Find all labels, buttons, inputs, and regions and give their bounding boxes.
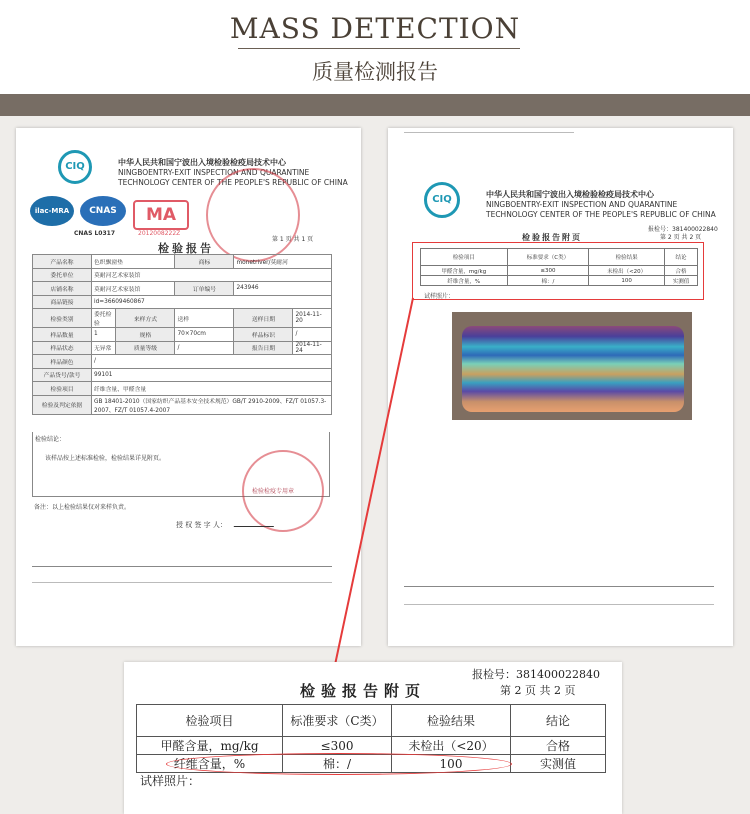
cell: 2014-11-20: [293, 309, 332, 328]
ilac-mra-logo: ilac-MRA: [30, 196, 74, 226]
table-row: [137, 737, 606, 755]
cell: id=36609460867: [92, 295, 332, 309]
table-row: [33, 255, 332, 269]
header-cell: 检验项目: [137, 705, 283, 737]
org-name-cn-2: 中华人民共和国宁波出入境检验检疫局技术中心: [486, 190, 654, 199]
header-title-cn: 质量检测报告: [312, 60, 438, 84]
cell: 70×70cm: [175, 328, 234, 342]
cnas-code: CNAS L0317: [74, 230, 116, 237]
header-cell: 标准要求（C类）: [507, 249, 589, 266]
cell: 实测值: [511, 755, 606, 773]
fiber-highlight-ellipse: [166, 753, 512, 775]
remarks-text: 该样品按上述标准检验，检验结果详见附页。: [45, 455, 166, 462]
cell: 99101: [92, 368, 332, 382]
striped-mat-image: [462, 326, 684, 412]
cell: 棉：/: [283, 755, 392, 773]
table-row: [33, 355, 332, 369]
report-note: 备注：以上检验结果仅对来样负责。: [34, 504, 131, 511]
cell: 委托单位: [33, 268, 92, 282]
photo-label-small: 试样照片：: [424, 293, 455, 300]
cell: 报告日期: [234, 341, 293, 355]
org-name-en2-2: TECHNOLOGY CENTER OF THE PEOPLE'S REPUBLIC OF CHINA: [486, 210, 716, 219]
cell: 来样方式: [116, 309, 175, 328]
report-title-1: 检验报告: [158, 242, 214, 255]
signer-label: 授 权 签 字 人：: [176, 521, 227, 529]
cell: 检验项目: [33, 382, 92, 396]
header-cell: 结论: [511, 705, 606, 737]
cell: 甲醛含量，mg/kg: [137, 737, 283, 755]
cell: 送样: [175, 309, 234, 328]
top-rule-2: [404, 132, 574, 133]
cell: 产品名称: [33, 255, 92, 269]
table-row: [33, 341, 332, 355]
cell: GB 18401-2010（国家纺织产品基本安全技术规范）GB/T 2910-2009、FZ/T 01057.3-2007、FZ/T 01057.4-2007: [92, 395, 332, 414]
cell: 合格: [664, 266, 697, 276]
remarks-label: 检验结论：: [35, 436, 66, 443]
table-row: [33, 282, 332, 296]
cell: /: [175, 341, 234, 355]
red-seal-top: [206, 168, 300, 262]
table-row: [33, 328, 332, 342]
table-row: [33, 309, 332, 328]
header-cell: 标准要求（C类）: [283, 705, 392, 737]
header-band: [0, 94, 750, 116]
cell: 100: [392, 755, 511, 773]
header-cell: 结论: [664, 249, 697, 266]
cell: 商标: [175, 255, 234, 269]
footer-rule-1: [32, 566, 332, 567]
cell: monetriver/莫耐河: [234, 255, 332, 269]
attachment-title-small: 检验报告附页: [522, 233, 582, 242]
cnas-logo: CNAS: [80, 196, 126, 226]
report-table-1: [32, 254, 332, 415]
org-header-2: [486, 190, 716, 220]
cell: 2014-11-24: [293, 341, 332, 355]
org-name-en1-1: NINGBOENTRY-EXIT INSPECTION AND QUARANTINE: [118, 168, 310, 177]
org-name-en1-2: NINGBOENTRY-EXIT INSPECTION AND QUARANTINE: [486, 200, 678, 209]
cell: 100: [589, 276, 665, 286]
cell: 商品链接: [33, 295, 92, 309]
cell: 送样日期: [234, 309, 293, 328]
table-row: [33, 382, 332, 396]
ciq-logo-2: CIQ: [424, 182, 460, 218]
ciq-logo-1: CIQ: [58, 150, 92, 184]
org-name-cn-1: 中华人民共和国宁波出入境检验检疫局技术中心: [118, 158, 286, 167]
cell: 合格: [511, 737, 606, 755]
cell: 纤维含量，%: [137, 755, 283, 773]
cell: 色织飘窗垫: [92, 255, 175, 269]
footer-rule-2b: [404, 604, 714, 605]
cell: 检验及判定依据: [33, 395, 92, 414]
zoom-page: 第 2 页 共 2 页: [500, 684, 576, 697]
cell: 莫耐河艺术家装馆: [92, 282, 175, 296]
header-divider: [238, 48, 520, 49]
page-label-1: 第 1 页 共 1 页: [272, 236, 314, 243]
table-row: [33, 395, 332, 414]
footer-rule-2: [404, 586, 714, 587]
cell: 委托检验: [92, 309, 116, 328]
cell: ≤300: [507, 266, 589, 276]
table-row: [33, 368, 332, 382]
cell: 甲醛含量，mg/kg: [421, 266, 508, 276]
cert-code: 2012008222Z: [138, 230, 181, 237]
cell: 纤维含量，%: [421, 276, 508, 286]
cell: 棉：/: [507, 276, 589, 286]
cell: 样品数量: [33, 328, 92, 342]
cell: 质量等级: [116, 341, 175, 355]
report-no-2: 报检号：381400022840: [648, 226, 718, 233]
cell: 未检出（<20）: [392, 737, 511, 755]
table-row: [137, 705, 606, 737]
header-cell: 检验结果: [392, 705, 511, 737]
cell: /: [293, 328, 332, 342]
cell: 莫耐河艺术家装馆: [92, 268, 332, 282]
cell: 样品颜色: [33, 355, 92, 369]
cell: 产品货号/款号: [33, 368, 92, 382]
header-title-en: MASS DETECTION: [229, 12, 521, 45]
zoom-report-no: 报检号：381400022840: [472, 668, 600, 681]
cell: 样品状态: [33, 341, 92, 355]
cell: 无异常: [92, 341, 116, 355]
cell: 样品标识: [234, 328, 293, 342]
cell: 纤维含量、甲醛含量: [92, 382, 332, 396]
cell: 规格: [116, 328, 175, 342]
ma-mark: MA: [133, 200, 189, 230]
zoom-title: 检验报告附页: [300, 682, 427, 700]
zoomed-attachment: [124, 662, 622, 814]
org-name-en2-1: TECHNOLOGY CENTER OF THE PEOPLE'S REPUBLIC OF CHINA: [118, 178, 348, 187]
zoom-photo-label: 试样照片：: [140, 774, 201, 788]
table-row: [33, 295, 332, 309]
cell: /: [92, 355, 332, 369]
stamp-label: 检验检疫专用章: [252, 488, 295, 495]
page-2: 第 2 页 共 2 页: [660, 234, 702, 241]
cell: 243946: [234, 282, 332, 296]
highlight-box-small: [412, 242, 704, 300]
cell: 1: [92, 328, 116, 342]
cell: 未检出（<20）: [589, 266, 665, 276]
header-cell: 检验项目: [421, 249, 508, 266]
cell: 店铺名称: [33, 282, 92, 296]
cell: 订单编号: [175, 282, 234, 296]
signature: [234, 514, 279, 527]
cell: 检验类别: [33, 309, 92, 328]
table-row: [33, 268, 332, 282]
header-cell: 检验结果: [589, 249, 665, 266]
cell: ≤300: [283, 737, 392, 755]
cell: 实测值: [664, 276, 697, 286]
footer-rule-1b: [32, 582, 332, 583]
